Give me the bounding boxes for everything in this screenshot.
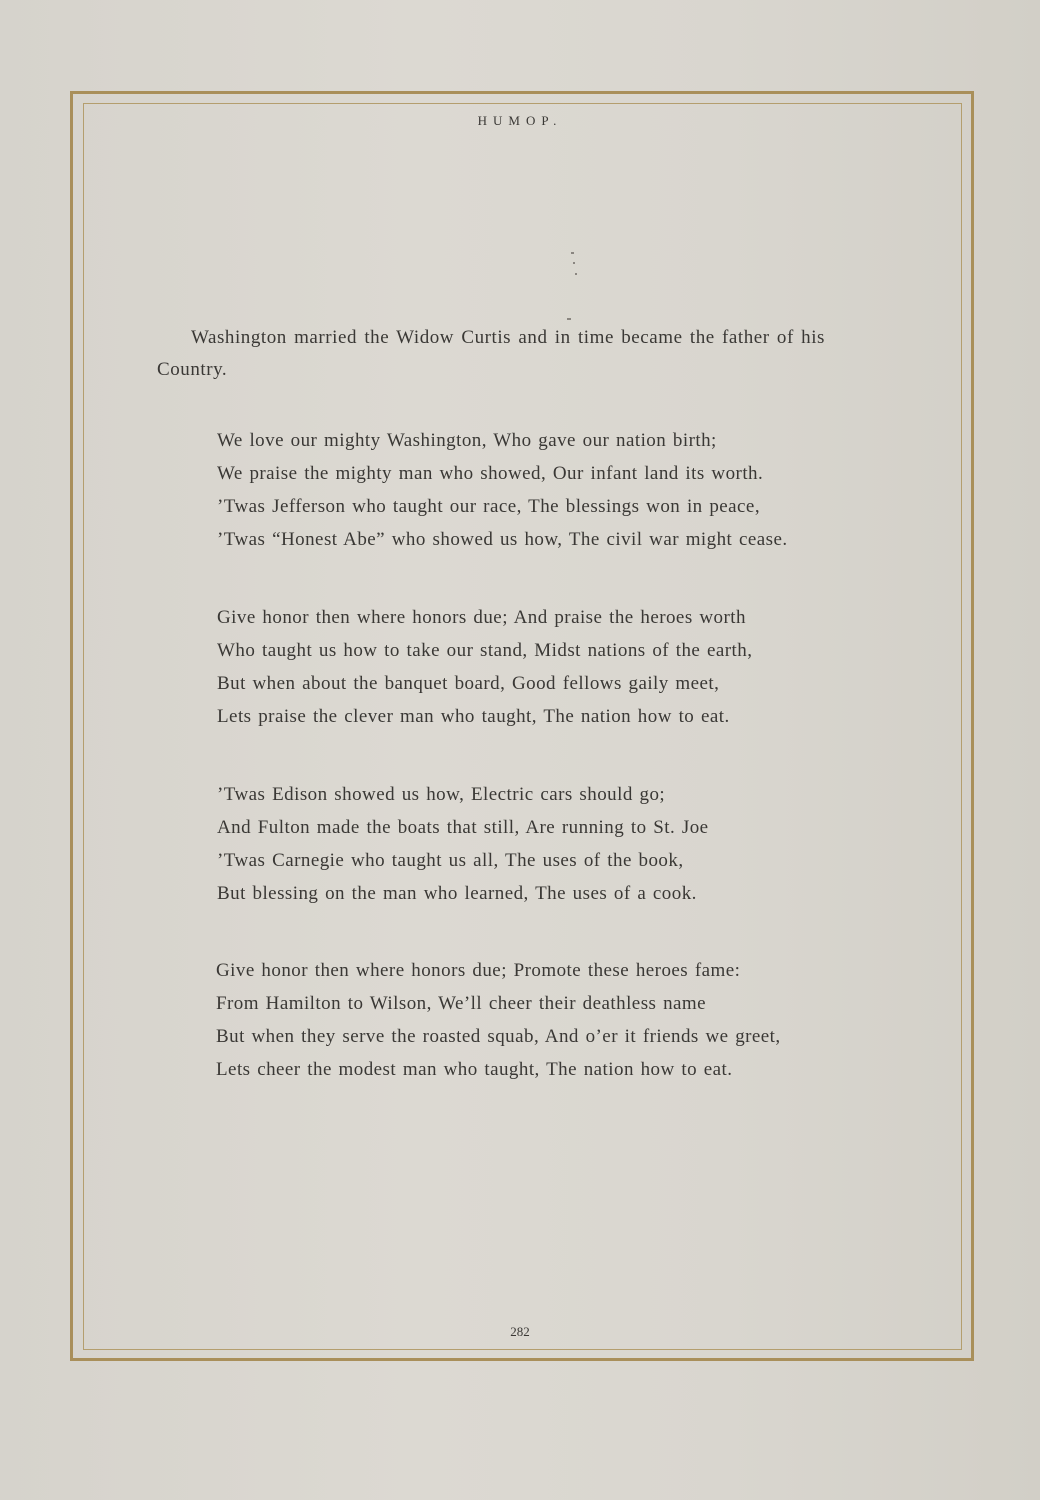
- ornament-speck: [571, 252, 574, 254]
- ornament-speck: [575, 273, 577, 275]
- poem-stanza-3: [217, 778, 877, 910]
- poem-line: ’Twas Jefferson who taught our race, The blessings won in peace,: [217, 496, 761, 517]
- intro-paragraph: Washington married the Widow Curtis and in time became the father of his Country.: [157, 327, 825, 380]
- poem-stanza-1: [217, 424, 877, 556]
- poem-line: We love our mighty Washington, Who gave our nation birth;: [217, 430, 717, 451]
- page-number: 282: [510, 1324, 530, 1339]
- poem-line: Give honor then where honors due; Promote these heroes fame:: [216, 960, 741, 981]
- poem-line: Who taught us how to take our stand, Midst nations of the earth,: [217, 640, 753, 661]
- poem-line: We praise the mighty man who showed, Our infant land its worth.: [217, 463, 764, 484]
- ornament-speck: [567, 318, 571, 320]
- poem-line: But when they serve the roasted squab, And o’er it friends we greet,: [216, 1026, 781, 1047]
- poem-line: ’Twas “Honest Abe” who showed us how, The civil war might cease.: [217, 529, 788, 550]
- poem-stanza-2: [217, 601, 877, 733]
- poem-stanza-4: [216, 954, 876, 1086]
- poem-line: And Fulton made the boats that still, Are running to St. Joe: [217, 817, 709, 838]
- poem-line: But when about the banquet board, Good fellows gaily meet,: [217, 673, 720, 694]
- poem-line: Lets praise the clever man who taught, The nation how to eat.: [217, 706, 730, 727]
- poem-line: Give honor then where honors due; And praise the heroes worth: [217, 607, 746, 628]
- ornament-speck: [573, 262, 575, 264]
- poem-line: ’Twas Edison showed us how, Electric cars should go;: [217, 784, 666, 805]
- poem-line: Lets cheer the modest man who taught, The nation how to eat.: [216, 1059, 733, 1080]
- poem-line: But blessing on the man who learned, The uses of a cook.: [217, 883, 697, 904]
- running-header: HUMOP.: [477, 113, 563, 128]
- poem-line: From Hamilton to Wilson, We’ll cheer their deathless name: [216, 993, 707, 1014]
- poem-line: ’Twas Carnegie who taught us all, The uses of the book,: [217, 850, 684, 871]
